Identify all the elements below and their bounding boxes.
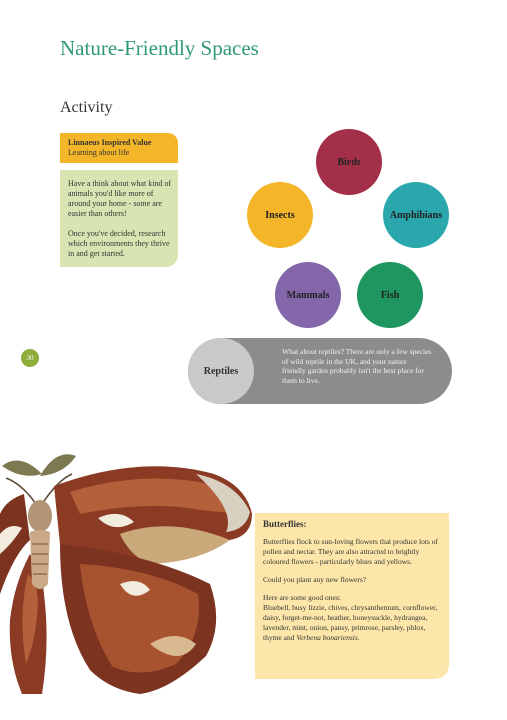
flower-list-text: Bluebell, busy lizzie, chives, chrysanthemum, cornflower, daisy, forget-me-not, heather, honeysuckle, hydrangea, lavender, mint, onion, pansy, primrose, parsley, phlox, thyme and [263, 603, 438, 642]
reptiles-label: Reptiles [188, 338, 254, 404]
butterflies-paragraph-1: Butterflies flock to sun-loving flowers that produce lots of pollen and nectar. They are also attracted to brightly coloured flowers - particularly blues and yellows. [263, 537, 438, 566]
value-box-subtitle: Learning about life [68, 148, 130, 157]
value-box [60, 133, 178, 163]
flower-list-last: Verbena bonariensis. [296, 633, 360, 642]
activity-instructions [60, 170, 178, 267]
activity-heading: Activity [60, 99, 113, 116]
flower-list-intro: Here are some good ones: [263, 593, 341, 602]
animal-circle-birds: Birds [316, 129, 382, 195]
page-title: Nature-Friendly Spaces [60, 36, 259, 60]
flower-list [263, 603, 441, 643]
value-box-title: Linnaeus Inspired Value [68, 138, 152, 147]
butterflies-heading: Butterflies: [263, 519, 307, 529]
reptiles-text: What about reptiles? There are only a few species of wild reptile in the UK, and your nature friendly garden probably isn't the best place for them to live. [282, 347, 432, 385]
instructions-paragraph-1: Have a think about what kind of animals you'd like more of around your home - some are easier than others! [68, 179, 172, 218]
page-number-badge: 30 [21, 349, 39, 367]
instructions-paragraph-2: Once you've decided, research which environments they thrive in and get started. [68, 229, 170, 258]
animal-circle-fish: Fish [357, 262, 423, 328]
butterflies-panel [255, 513, 449, 679]
animal-circle-amphibians: Amphibians [383, 182, 449, 248]
animal-circle-mammals: Mammals [275, 262, 341, 328]
animal-circle-insects: Insects [247, 182, 313, 248]
moth-illustration [0, 444, 280, 700]
reptiles-panel [188, 338, 452, 404]
butterflies-paragraph-2: Could you plant any new flowers? [263, 575, 367, 584]
